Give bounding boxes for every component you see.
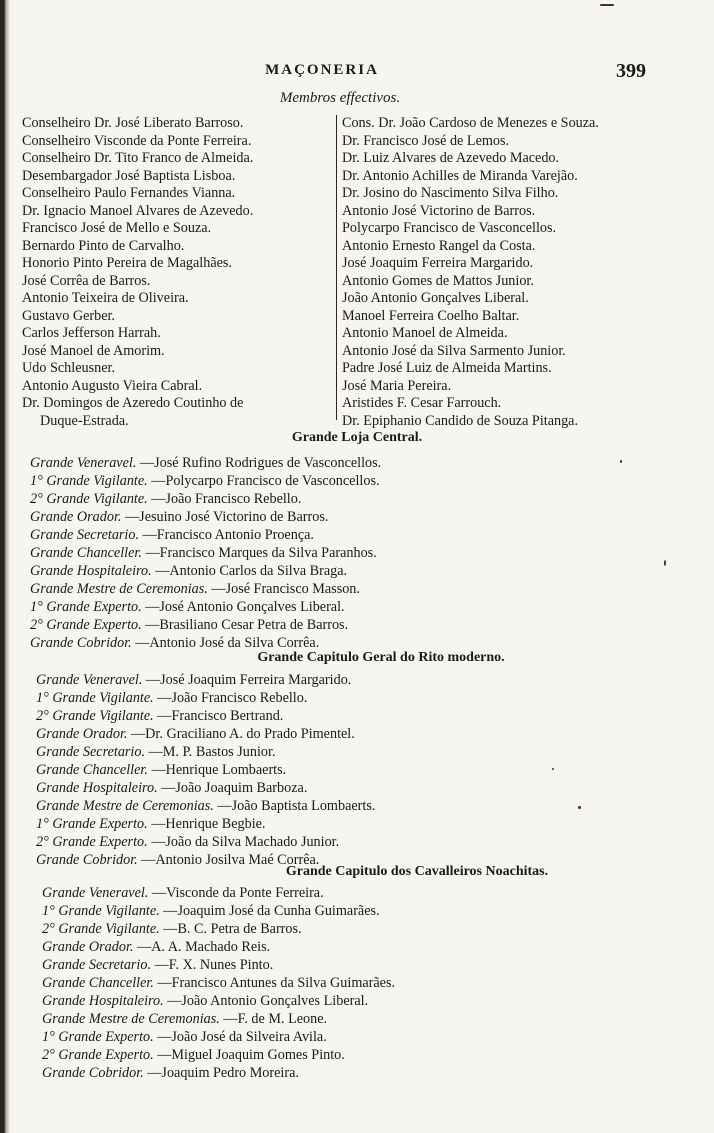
officer-entry [36,725,676,743]
page-header [0,60,714,84]
officer-name: —Francisco Antonio Proença. [142,527,314,543]
officer-name: —B. C. Petra de Barros. [163,921,302,937]
officer-title: Grande Mestre de Ceremonias. [30,581,208,597]
officer-name: —João Antonio Gonçalves Liberal. [167,993,369,1009]
running-title: MAÇONERIA [265,62,379,78]
member-entry: Conselheiro Dr. Tito Franco de Almeida. [22,150,254,166]
officer-title: 2° Grande Vigilante. [42,921,160,937]
officer-name: —Henrique Begbie. [151,816,266,832]
officer-name: —João da Silva Machado Junior. [151,834,340,850]
officer-entry [30,598,670,616]
officer-entry [42,992,682,1010]
officer-name: —Francisco Marques da Silva Paranhos. [145,545,377,561]
member-entry: Carlos Jefferson Harrah. [22,325,161,341]
officer-entry [30,490,670,508]
member-entry: Padre José Luiz de Almeida Martins. [342,360,552,376]
officer-entry [36,833,676,851]
officer-name: —Dr. Graciliano A. do Prado Pimentel. [130,726,355,742]
member-entry: Antonio Augusto Vieira Cabral. [22,377,203,394]
print-speck [552,768,554,770]
officer-entry [30,616,670,634]
member-entry: Honorio Pinto Pereira de Magalhães. [22,255,232,271]
officer-title: 1° Grande Vigilante. [42,903,160,919]
officer-entry [42,956,682,974]
officer-entry [42,938,682,956]
section-list-cavalleiros-noachitas [42,884,682,1082]
member-entry: Dr. Luiz Alvares de Azevedo Macedo. [342,150,560,166]
officer-title: Grande Hospitaleiro. [36,780,158,796]
officer-name: —Jesuino José Victorino de Barros. [124,509,329,525]
officer-title: 1° Grande Experto. [36,816,148,832]
column-divider [336,115,337,420]
officer-name: —José Antonio Gonçalves Liberal. [145,599,345,615]
officer-entry [30,526,670,544]
officer-entry [42,974,682,992]
officer-title: Grande Mestre de Ceremonias. [42,1011,220,1027]
officer-name: —Francisco Bertrand. [157,708,284,724]
officer-name: —F. X. Nunes Pinto. [154,957,274,973]
officer-entry [30,454,670,472]
officer-name: —Henrique Lombaerts. [151,762,287,778]
member-entry: Polycarpo Francisco de Vasconcellos. [342,220,557,236]
officer-name: —João José da Silveira Avila. [157,1029,327,1045]
section-title-grande-loja-central: Grande Loja Central. [291,430,423,445]
officer-name: —Francisco Antunes da Silva Guimarães. [157,975,396,991]
officer-title: Grande Cobridor. [36,852,138,868]
print-speck [664,560,666,566]
officer-title: 2° Grande Experto. [36,834,148,850]
officer-title: 1° Grande Experto. [42,1029,154,1045]
officer-title: 1° Grande Experto. [30,599,142,615]
member-entry: Manoel Ferreira Coelho Baltar. [342,307,520,324]
officer-entry [36,671,676,689]
member-entry: Aristides F. Cesar Farrouch. [342,395,502,411]
officer-name: —A. A. Machado Reis. [136,939,271,955]
officer-entry [42,1010,682,1028]
officer-entry [36,815,676,833]
section-title-cavalleiros-noachitas: Grande Capitulo dos Cavalleiros Noachitas. [285,864,549,879]
officer-title: 2° Grande Experto. [30,617,142,633]
officer-entry [30,472,670,490]
member-entry: Antonio Manoel de Almeida. [342,325,508,341]
members-list [22,115,662,429]
officer-name: —João Francisco Rebello. [157,690,308,706]
officer-title: Grande Veneravel. [30,455,137,471]
member-entry: Cons. Dr. João Cardoso de Menezes e Souza. [342,115,599,131]
member-entry: José Maria Pereira. [342,377,452,394]
member-entry: Conselheiro Visconde da Ponte Ferreira. [22,132,252,149]
officer-title: Grande Secretario. [36,744,146,760]
members-right-column [342,115,672,430]
officer-name: —João Francisco Rebello. [151,491,302,507]
officer-entry [42,920,682,938]
officer-title: Grande Chanceller. [42,975,154,991]
officer-name: —João Baptista Lombaerts. [217,798,376,814]
officer-name: —Polycarpo Francisco de Vasconcellos. [151,473,380,489]
officer-title: Grande Orador. [30,509,122,525]
officer-entry [42,1046,682,1064]
member-entry: Dr. Epiphanio Candido de Souza Pitanga. [342,412,579,429]
officer-name: —Antonio José da Silva Corrêa. [135,635,320,651]
officer-title: Grande Mestre de Ceremonias. [36,798,214,814]
officer-title: 2° Grande Experto. [42,1047,154,1063]
officer-name: —Antonio Josilva Maé Corrêa. [141,852,320,868]
officer-name: —João Joaquim Barboza. [161,780,308,796]
member-entry: Antonio José Victorino de Barros. [342,202,536,219]
officer-title: Grande Orador. [42,939,134,955]
officer-name: —Antonio Carlos da Silva Braga. [155,563,348,579]
page-binding-edge [0,0,10,1133]
officer-title: Grande Secretario. [30,527,140,543]
officer-entry [42,1064,682,1082]
officer-title: Grande Veneravel. [42,885,149,901]
officer-entry [30,508,670,526]
member-entry: Dr. Francisco José de Lemos. [342,132,510,149]
officer-title: Grande Veneravel. [36,672,143,688]
officer-title: Grande Chanceller. [36,762,148,778]
member-entry: Dr. Domingos de Azeredo Coutinho de [22,395,244,411]
print-speck [620,460,622,463]
officer-name: —Brasiliano Cesar Petra de Barros. [145,617,349,633]
page-number: 399 [616,60,646,82]
officer-title: Grande Cobridor. [30,635,132,651]
officer-entry [42,884,682,902]
member-entry: Dr. Antonio Achilles de Miranda Varejão. [342,167,578,184]
section-title-grande-capitulo-geral: Grande Capitulo Geral do Rito moderno. [257,650,505,665]
officer-entry [36,761,676,779]
officer-name: —Joaquim José da Cunha Guimarães. [163,903,380,919]
officer-entry [30,562,670,580]
members-left-column [22,115,340,430]
member-entry: Dr. Ignacio Manoel Alvares de Azevedo. [22,202,254,219]
officer-entry [42,902,682,920]
member-entry: Gustavo Gerber. [22,307,115,324]
member-entry: Conselheiro Dr. José Liberato Barroso. [22,115,244,131]
officer-name: —José Rufino Rodrigues de Vasconcellos. [139,455,382,471]
member-entry: Bernardo Pinto de Carvalho. [22,237,185,254]
member-entry: Desembargador José Baptista Lisboa. [22,167,236,184]
officer-title: Grande Hospitaleiro. [30,563,152,579]
member-entry: José Corrêa de Barros. [22,272,151,289]
officer-entry [30,580,670,598]
member-entry: José Manoel de Amorim. [22,342,165,359]
section-list-grande-loja-central [30,454,670,652]
officer-entry [42,1028,682,1046]
member-entry: Antonio Ernesto Rangel da Costa. [342,237,536,254]
member-entry: João Antonio Gonçalves Liberal. [342,290,529,306]
member-entry: Dr. Josino do Nascimento Silva Filho. [342,185,559,201]
officer-entry [36,689,676,707]
officer-title: 2° Grande Vigilante. [36,708,154,724]
officer-name: —Miguel Joaquim Gomes Pinto. [157,1047,345,1063]
officer-name: —José Francisco Masson. [211,581,360,597]
officer-entry [36,779,676,797]
member-entry: José Joaquim Ferreira Margarido. [342,255,534,271]
officer-entry [36,707,676,725]
officer-name: —Joaquim Pedro Moreira. [147,1065,299,1081]
officer-name: —Visconde da Ponte Ferreira. [151,885,324,901]
officer-title: Grande Secretario. [42,957,152,973]
member-entry: Conselheiro Paulo Fernandes Vianna. [22,185,236,201]
member-entry: Francisco José de Mello e Souza. [22,220,212,236]
officer-title: 2° Grande Vigilante. [30,491,148,507]
officer-title: Grande Hospitaleiro. [42,993,164,1009]
officer-name: —José Joaquim Ferreira Margarido. [145,672,352,688]
officer-title: Grande Orador. [36,726,128,742]
print-speck [578,806,581,809]
member-entry-continuation: Duque-Estrada. [40,412,129,429]
member-entry: Antonio José da Silva Sarmento Junior. [342,342,566,359]
member-entry: Antonio Teixeira de Oliveira. [22,290,189,306]
members-subtitle: Membros effectivos. [279,90,401,106]
section-list-grande-capitulo-geral [36,671,676,869]
member-entry: Antonio Gomes de Mattos Junior. [342,272,534,289]
officer-entry [36,743,676,761]
officer-name: —F. de M. Leone. [223,1011,328,1027]
officer-title: Grande Chanceller. [30,545,142,561]
member-entry: Udo Schleusner. [22,360,115,376]
officer-title: 1° Grande Vigilante. [36,690,154,706]
officer-title: Grande Cobridor. [42,1065,144,1081]
print-speck [600,4,614,6]
officer-entry [30,544,670,562]
officer-name: —M. P. Bastos Junior. [148,744,276,760]
officer-title: 1° Grande Vigilante. [30,473,148,489]
